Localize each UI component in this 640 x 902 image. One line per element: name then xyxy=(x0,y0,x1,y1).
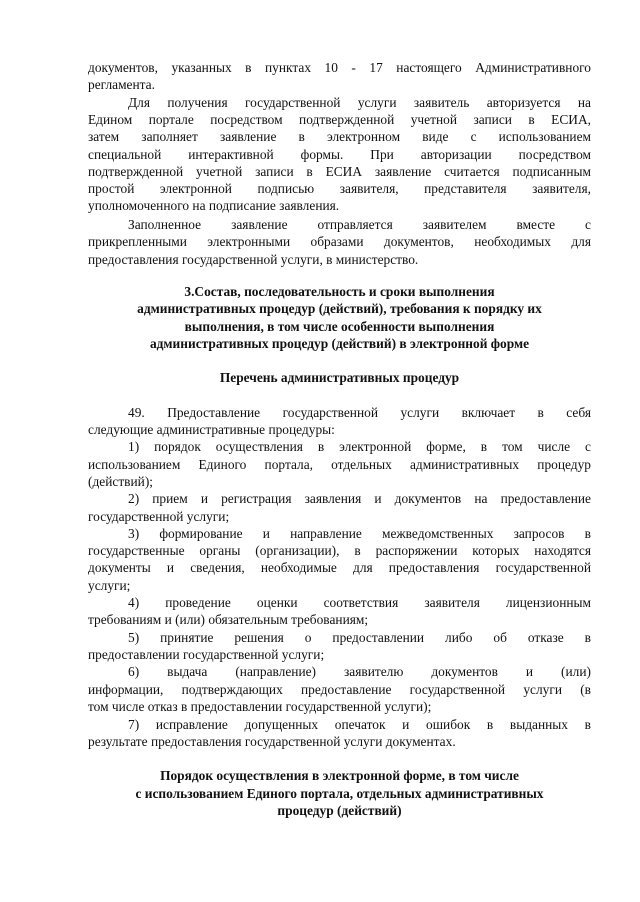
section-heading-line: административных процедур (действий), требования к порядку их xyxy=(137,301,542,316)
procedure-heading-line: Порядок осуществления в электронной форме, в том числе xyxy=(160,768,519,783)
paragraph-line: 49. Предоставление государственной услуги включает в себя xyxy=(128,405,591,420)
list-item-line: 1) порядок осуществления в электронной форме, в том числе с xyxy=(128,439,591,454)
paragraph-line: прикрепленными электронными образами документов, необходимых для xyxy=(88,234,591,249)
list-item-line: требованиям и (или) обязательным требованиям; xyxy=(88,612,369,627)
list-item-line: использованием Единого портала, отдельных административных процедур xyxy=(88,457,591,472)
paragraph-line: регламента. xyxy=(88,77,155,92)
procedure-heading-line: процедур (действий) xyxy=(277,803,402,818)
procedure-heading-line: с использованием Единого портала, отдельных административных xyxy=(135,786,544,801)
paragraph-line: затем заполняет заявление в электронном виде с использованием xyxy=(88,129,591,144)
list-item-line: том числе отказ в предоставлении государственной услуги); xyxy=(88,699,432,714)
section-heading-line: административных процедур (действий) в электронной форме xyxy=(149,336,530,351)
list-item-line: результате предоставления государственной услуги документах. xyxy=(88,734,456,749)
list-item-line: информации, подтверждающих предоставление государственной услуги (в xyxy=(88,682,591,697)
list-item-line: документы и сведения, необходимые для предоставления государственной xyxy=(88,560,591,575)
paragraph-line: уполномоченного на подписание заявления. xyxy=(88,198,340,213)
subheading: Перечень административных процедур xyxy=(219,370,460,385)
paragraph-line: предоставления государственной услуги, в министерство. xyxy=(88,252,419,267)
paragraph-line: подтвержденной учетной записи в ЕСИА заявление считается подписанным xyxy=(88,164,591,179)
section-heading-line: выполнения, в том числе особенности выполнения xyxy=(184,319,495,334)
list-item-line: 2) прием и регистрация заявления и документов на предоставление xyxy=(128,491,591,506)
paragraph-line: документов, указанных в пунктах 10 - 17 настоящего Административного xyxy=(88,60,591,75)
list-item-line: государственные органы (организации), в распоряжении которых находятся xyxy=(88,543,591,558)
paragraph-line: Заполненное заявление отправляется заявителем вместе с xyxy=(128,217,591,232)
section-heading-line: 3.Состав, последовательность и сроки выполнения xyxy=(184,284,495,299)
list-item-line: 3) формирование и направление межведомственных запросов в xyxy=(128,526,591,541)
list-item-line: государственной услуги; xyxy=(88,509,230,524)
list-item-line: (действий); xyxy=(88,474,154,489)
paragraph-line: простой электронной подписью заявителя, представителя заявителя, xyxy=(88,181,591,196)
list-item-line: услуги; xyxy=(88,578,131,593)
paragraph-line: Для получения государственной услуги заявитель авторизуется на xyxy=(128,95,591,110)
paragraph-line: Едином портале посредством подтвержденной учетной записи в ЕСИА, xyxy=(88,112,591,127)
list-item-line: предоставлении государственной услуги; xyxy=(88,647,325,662)
list-item-line: 6) выдача (направление) заявителю документов и (или) xyxy=(128,664,591,679)
paragraph-line: специальной интерактивной формы. При авторизации посредством xyxy=(88,147,591,162)
list-item-line: 5) принятие решения о предоставлении либо об отказе в xyxy=(128,630,591,645)
list-item-line: 4) проведение оценки соответствия заявителя лицензионным xyxy=(128,595,591,610)
list-item-line: 7) исправление допущенных опечаток и ошибок в выданных в xyxy=(128,717,591,732)
paragraph-line: следующие административные процедуры: xyxy=(88,422,335,437)
